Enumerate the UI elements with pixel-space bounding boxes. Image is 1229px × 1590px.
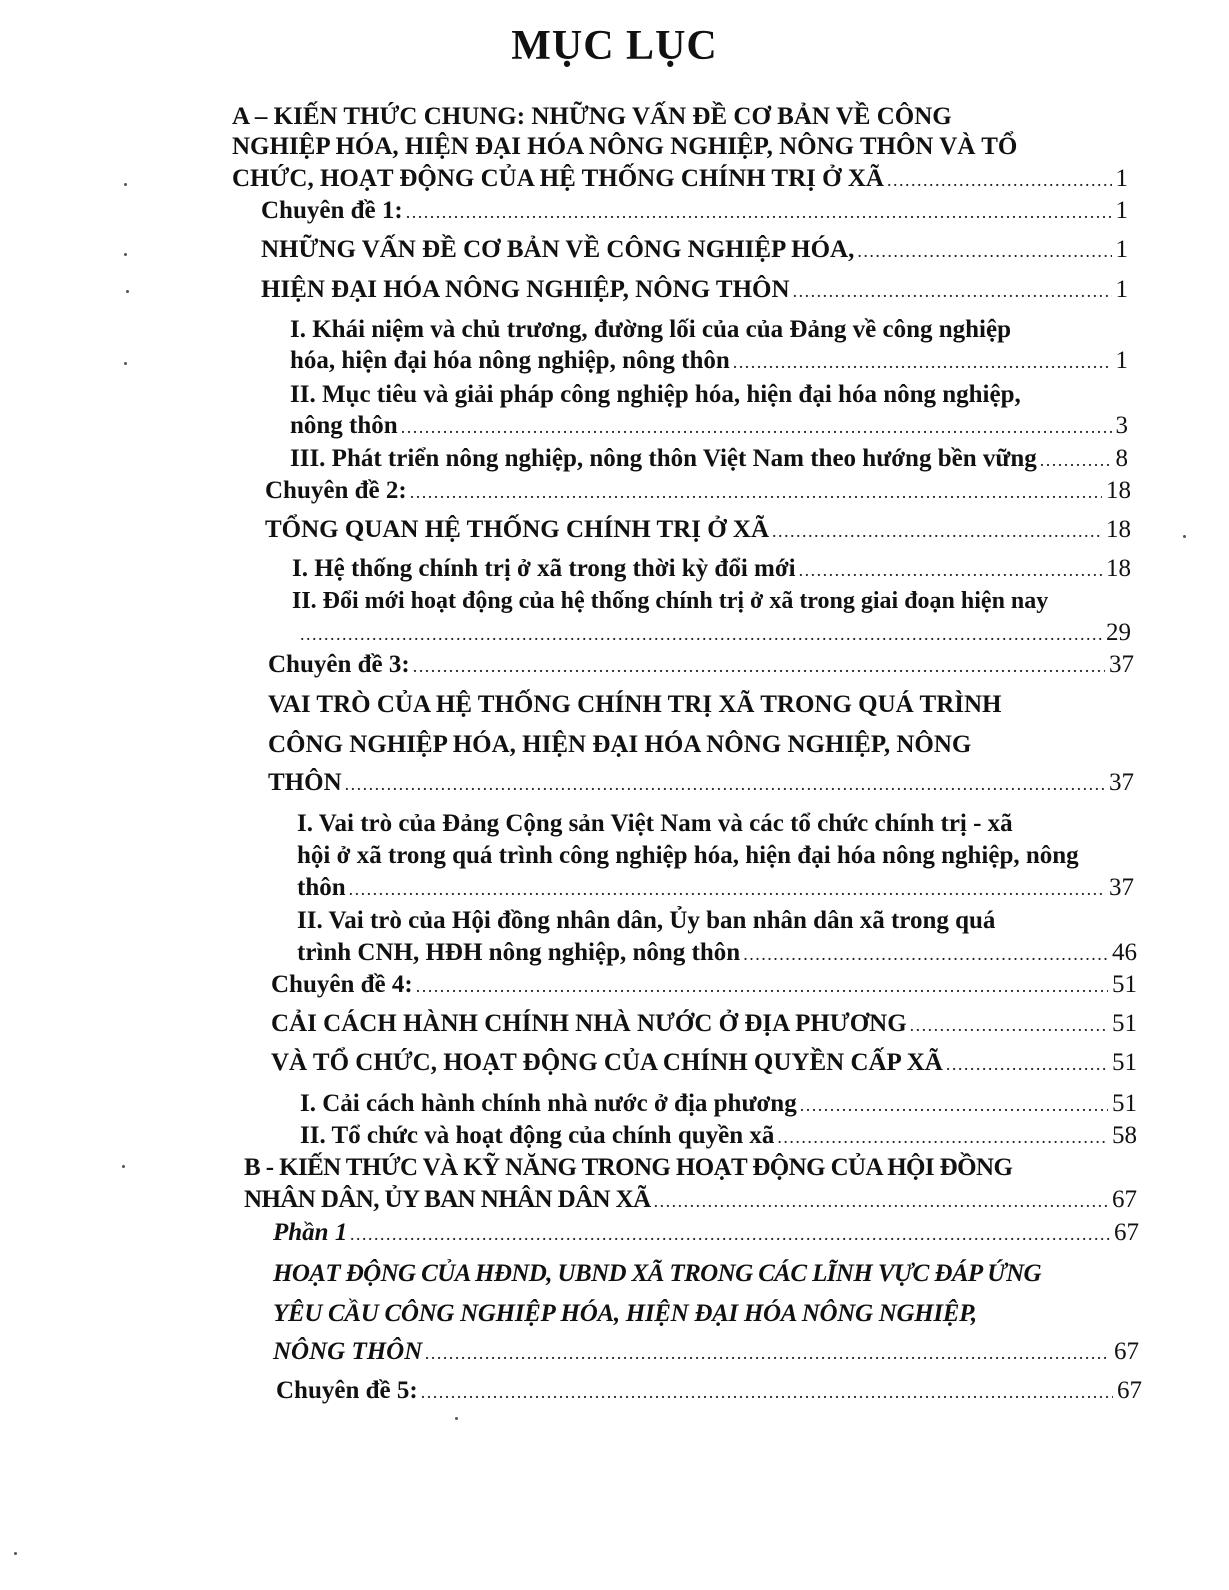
scan-speck — [124, 183, 127, 186]
leader-dots — [733, 346, 1112, 378]
section-a-heading-line-2: NGHIỆP HÓA, HIỆN ĐẠI HÓA NÔNG NGHIỆP, NÔNG THÔN VÀ TỔ — [232, 133, 1018, 160]
toc-cd3-title-line-1: VAI TRÒ CỦA HỆ THỐNG CHÍNH TRỊ XÃ TRONG QUÁ TRÌNH — [268, 691, 1002, 718]
toc-entry-text: HIỆN ĐẠI HÓA NÔNG NGHIỆP, NÔNG THÔN — [261, 276, 790, 303]
toc-entry-cd1-ii[interactable] — [290, 410, 1128, 442]
toc-entry-text: hóa, hiện đại hóa nông nghiệp, nông thôn — [290, 347, 730, 374]
page-number: 18 — [1106, 477, 1131, 504]
toc-entry-text: NHỮNG VẤN ĐỀ CƠ BẢN VỀ CÔNG NGHIỆP HÓA, — [261, 236, 855, 263]
toc-entry-text: Chuyên đề 3: — [268, 651, 410, 678]
page-number: 51 — [1112, 1049, 1137, 1076]
page-number: 18 — [1106, 516, 1131, 543]
leader-dots — [743, 938, 1108, 970]
scan-speck — [1183, 535, 1186, 538]
toc-subentry-cd1-ii-line-1: II. Mục tiêu và giải pháp công nghiệp hóa, hiện đại hóa nông nghiệp, — [290, 381, 1021, 408]
toc-entry-text: Chuyên đề 2: — [265, 477, 407, 504]
toc-entry-section-b[interactable] — [244, 1184, 1137, 1216]
page-number: 1 — [1115, 236, 1128, 263]
leader-dots — [413, 650, 1105, 682]
toc-subentry-cd1-i-line-1: I. Khái niệm và chủ trương, đường lối của của Đảng về công nghiệp — [290, 316, 1011, 343]
toc-entry-cd1-iii[interactable] — [290, 443, 1128, 475]
toc-entry-chuyen-de-1-title-2[interactable] — [261, 274, 1128, 306]
page-number: 67 — [1114, 1338, 1139, 1365]
toc-entry-text: CẢI CÁCH HÀNH CHÍNH NHÀ NƯỚC Ở ĐỊA PHƯƠNG — [271, 1010, 907, 1037]
page-number: 18 — [1106, 555, 1131, 582]
leader-dots — [946, 1048, 1108, 1080]
toc-subentry-cd2-ii-line-1: II. Đổi mới hoạt động của hệ thống chính trị ở xã trong giai đoạn hiện nay — [292, 588, 1049, 614]
page-number: 58 — [1112, 1122, 1137, 1149]
toc-subentry-cd3-ii-line-1: II. Vai trò của Hội đồng nhân dân, Ủy ban nhân dân xã trong quá — [297, 907, 996, 934]
toc-entry-cd2-ii[interactable] — [300, 617, 1131, 649]
leader-dots — [799, 554, 1102, 586]
page-number: 37 — [1109, 769, 1134, 796]
toc-entry-phan-1-title[interactable] — [273, 1336, 1139, 1368]
page-number: 1 — [1115, 165, 1128, 192]
toc-entry-text: Chuyên đề 5: — [276, 1377, 418, 1404]
leader-dots — [887, 164, 1112, 196]
toc-entry-text: trình CNH, HĐH nông nghiệp, nông thôn — [297, 939, 741, 966]
page-number: 29 — [1106, 619, 1131, 646]
leader-dots — [410, 476, 1102, 508]
leader-dots — [421, 1376, 1113, 1408]
page-number: 67 — [1114, 1219, 1139, 1246]
toc-entry-chuyen-de-4-title-1[interactable] — [271, 1008, 1137, 1040]
page-number: 51 — [1112, 1010, 1137, 1037]
toc-subentry-cd3-i-line-1: I. Vai trò của Đảng Cộng sản Việt Nam và các tổ chức chính trị - xã — [297, 810, 1013, 837]
scan-speck — [122, 1165, 125, 1168]
toc-entry-chuyen-de-1-title-1[interactable] — [261, 234, 1128, 266]
scan-speck — [126, 290, 129, 293]
leader-dots — [401, 411, 1112, 443]
toc-entry-cd3-ii[interactable] — [297, 937, 1137, 969]
scan-speck — [124, 362, 127, 365]
leader-dots — [406, 196, 1112, 228]
leader-dots — [416, 970, 1108, 1002]
leader-dots — [300, 618, 1102, 650]
scan-speck — [124, 253, 127, 256]
toc-cd3-title-line-2: CÔNG NGHIỆP HÓA, HIỆN ĐẠI HÓA NÔNG NGHIỆP, NÔNG — [268, 731, 972, 758]
page-number: 67 — [1117, 1377, 1142, 1404]
toc-entry-chuyen-de-3[interactable] — [268, 649, 1134, 681]
leader-dots — [777, 1121, 1108, 1153]
toc-entry-chuyen-de-4-title-2[interactable] — [271, 1047, 1137, 1079]
leader-dots — [772, 515, 1102, 547]
toc-entry-text: Chuyên đề 4: — [271, 971, 413, 998]
toc-entry-cd1-i[interactable] — [290, 345, 1128, 377]
toc-entry-chuyen-de-1[interactable] — [261, 195, 1128, 227]
toc-entry-chuyen-de-4[interactable] — [271, 969, 1137, 1001]
toc-entry-chuyen-de-2-title[interactable] — [265, 514, 1131, 546]
page-number: 1 — [1115, 197, 1128, 224]
page-number: 37 — [1109, 651, 1134, 678]
page-number: 37 — [1109, 874, 1134, 901]
toc-entry-text: VÀ TỔ CHỨC, HOẠT ĐỘNG CỦA CHÍNH QUYỀN CẤP XÃ — [271, 1049, 943, 1076]
toc-entry-cd4-ii[interactable] — [300, 1120, 1137, 1152]
page-title: MỤC LỤC — [511, 23, 718, 69]
page-number: 1 — [1115, 276, 1128, 303]
section-b-heading-line-1: B - KIẾN THỨC VÀ KỸ NĂNG TRONG HOẠT ĐỘNG CỦA HỘI ĐỒNG — [244, 1154, 1013, 1181]
toc-entry-cd4-i[interactable] — [300, 1088, 1137, 1120]
toc-entry-chuyen-de-2[interactable] — [265, 475, 1131, 507]
toc-entry-text: I. Hệ thống chính trị ở xã trong thời kỳ đổi mới — [292, 555, 796, 582]
toc-entry-phan-1[interactable] — [273, 1217, 1139, 1249]
page-number: 67 — [1112, 1186, 1137, 1213]
toc-entry-cd2-i[interactable] — [292, 553, 1131, 585]
toc-entry-text: II. Tổ chức và hoạt động của chính quyền xã — [300, 1122, 775, 1149]
leader-dots — [857, 235, 1111, 267]
toc-entry-text: NÔNG THÔN — [273, 1338, 423, 1365]
scan-speck — [14, 1552, 17, 1555]
leader-dots — [350, 1218, 1110, 1250]
toc-entry-text: I. Cải cách hành chính nhà nước ở địa phương — [300, 1090, 797, 1117]
page-number: 46 — [1112, 939, 1137, 966]
leader-dots — [793, 275, 1112, 307]
toc-entry-text: CHỨC, HOẠT ĐỘNG CỦA HỆ THỐNG CHÍNH TRỊ Ở XÃ — [232, 165, 884, 192]
toc-entry-text: III. Phát triển nông nghiệp, nông thôn Việt Nam theo hướng bền vững — [290, 445, 1037, 472]
page-number: 51 — [1112, 971, 1137, 998]
toc-subentry-cd3-i-line-2: hội ở xã trong quá trình công nghiệp hóa, hiện đại hóa nông nghiệp, nông — [297, 842, 1079, 869]
toc-entry-chuyen-de-5[interactable] — [276, 1375, 1142, 1407]
toc-phan-1-title-line-2: YÊU CẦU CÔNG NGHIỆP HÓA, HIỆN ĐẠI HÓA NÔNG NGHIỆP, — [273, 1300, 977, 1327]
toc-entry-cd3-i[interactable] — [297, 872, 1134, 904]
page-number: 3 — [1115, 412, 1128, 439]
leader-dots — [910, 1009, 1108, 1041]
toc-entry-text: NHÂN DÂN, ỦY BAN NHÂN DÂN XÃ — [244, 1186, 651, 1213]
scan-speck — [455, 1417, 458, 1420]
page-number: 51 — [1112, 1090, 1137, 1117]
toc-entry-text: Chuyên đề 1: — [261, 197, 403, 224]
leader-dots — [345, 768, 1105, 800]
leader-dots — [1040, 444, 1112, 476]
toc-entry-chuyen-de-3-title[interactable] — [268, 767, 1134, 799]
toc-entry-text: nông thôn — [290, 412, 398, 439]
toc-entry-text: THÔN — [268, 769, 342, 796]
leader-dots — [349, 873, 1105, 905]
leader-dots — [800, 1089, 1108, 1121]
page-number: 8 — [1115, 445, 1128, 472]
toc-entry-text: thôn — [297, 874, 346, 901]
toc-entry-text: TỔNG QUAN HỆ THỐNG CHÍNH TRỊ Ở XÃ — [265, 516, 770, 543]
leader-dots — [425, 1337, 1110, 1369]
section-a-heading-line-1: A – KIẾN THỨC CHUNG: NHỮNG VẤN ĐỀ CƠ BẢN VỀ CÔNG — [232, 103, 952, 130]
toc-entry-section-a[interactable] — [232, 163, 1128, 195]
toc-entry-text: Phần 1 — [273, 1219, 348, 1246]
page-number: 1 — [1115, 347, 1128, 374]
toc-phan-1-title-line-1: HOẠT ĐỘNG CỦA HĐND, UBND XÃ TRONG CÁC LĨNH VỰC ĐÁP ỨNG — [273, 1260, 1041, 1287]
leader-dots — [654, 1185, 1108, 1217]
